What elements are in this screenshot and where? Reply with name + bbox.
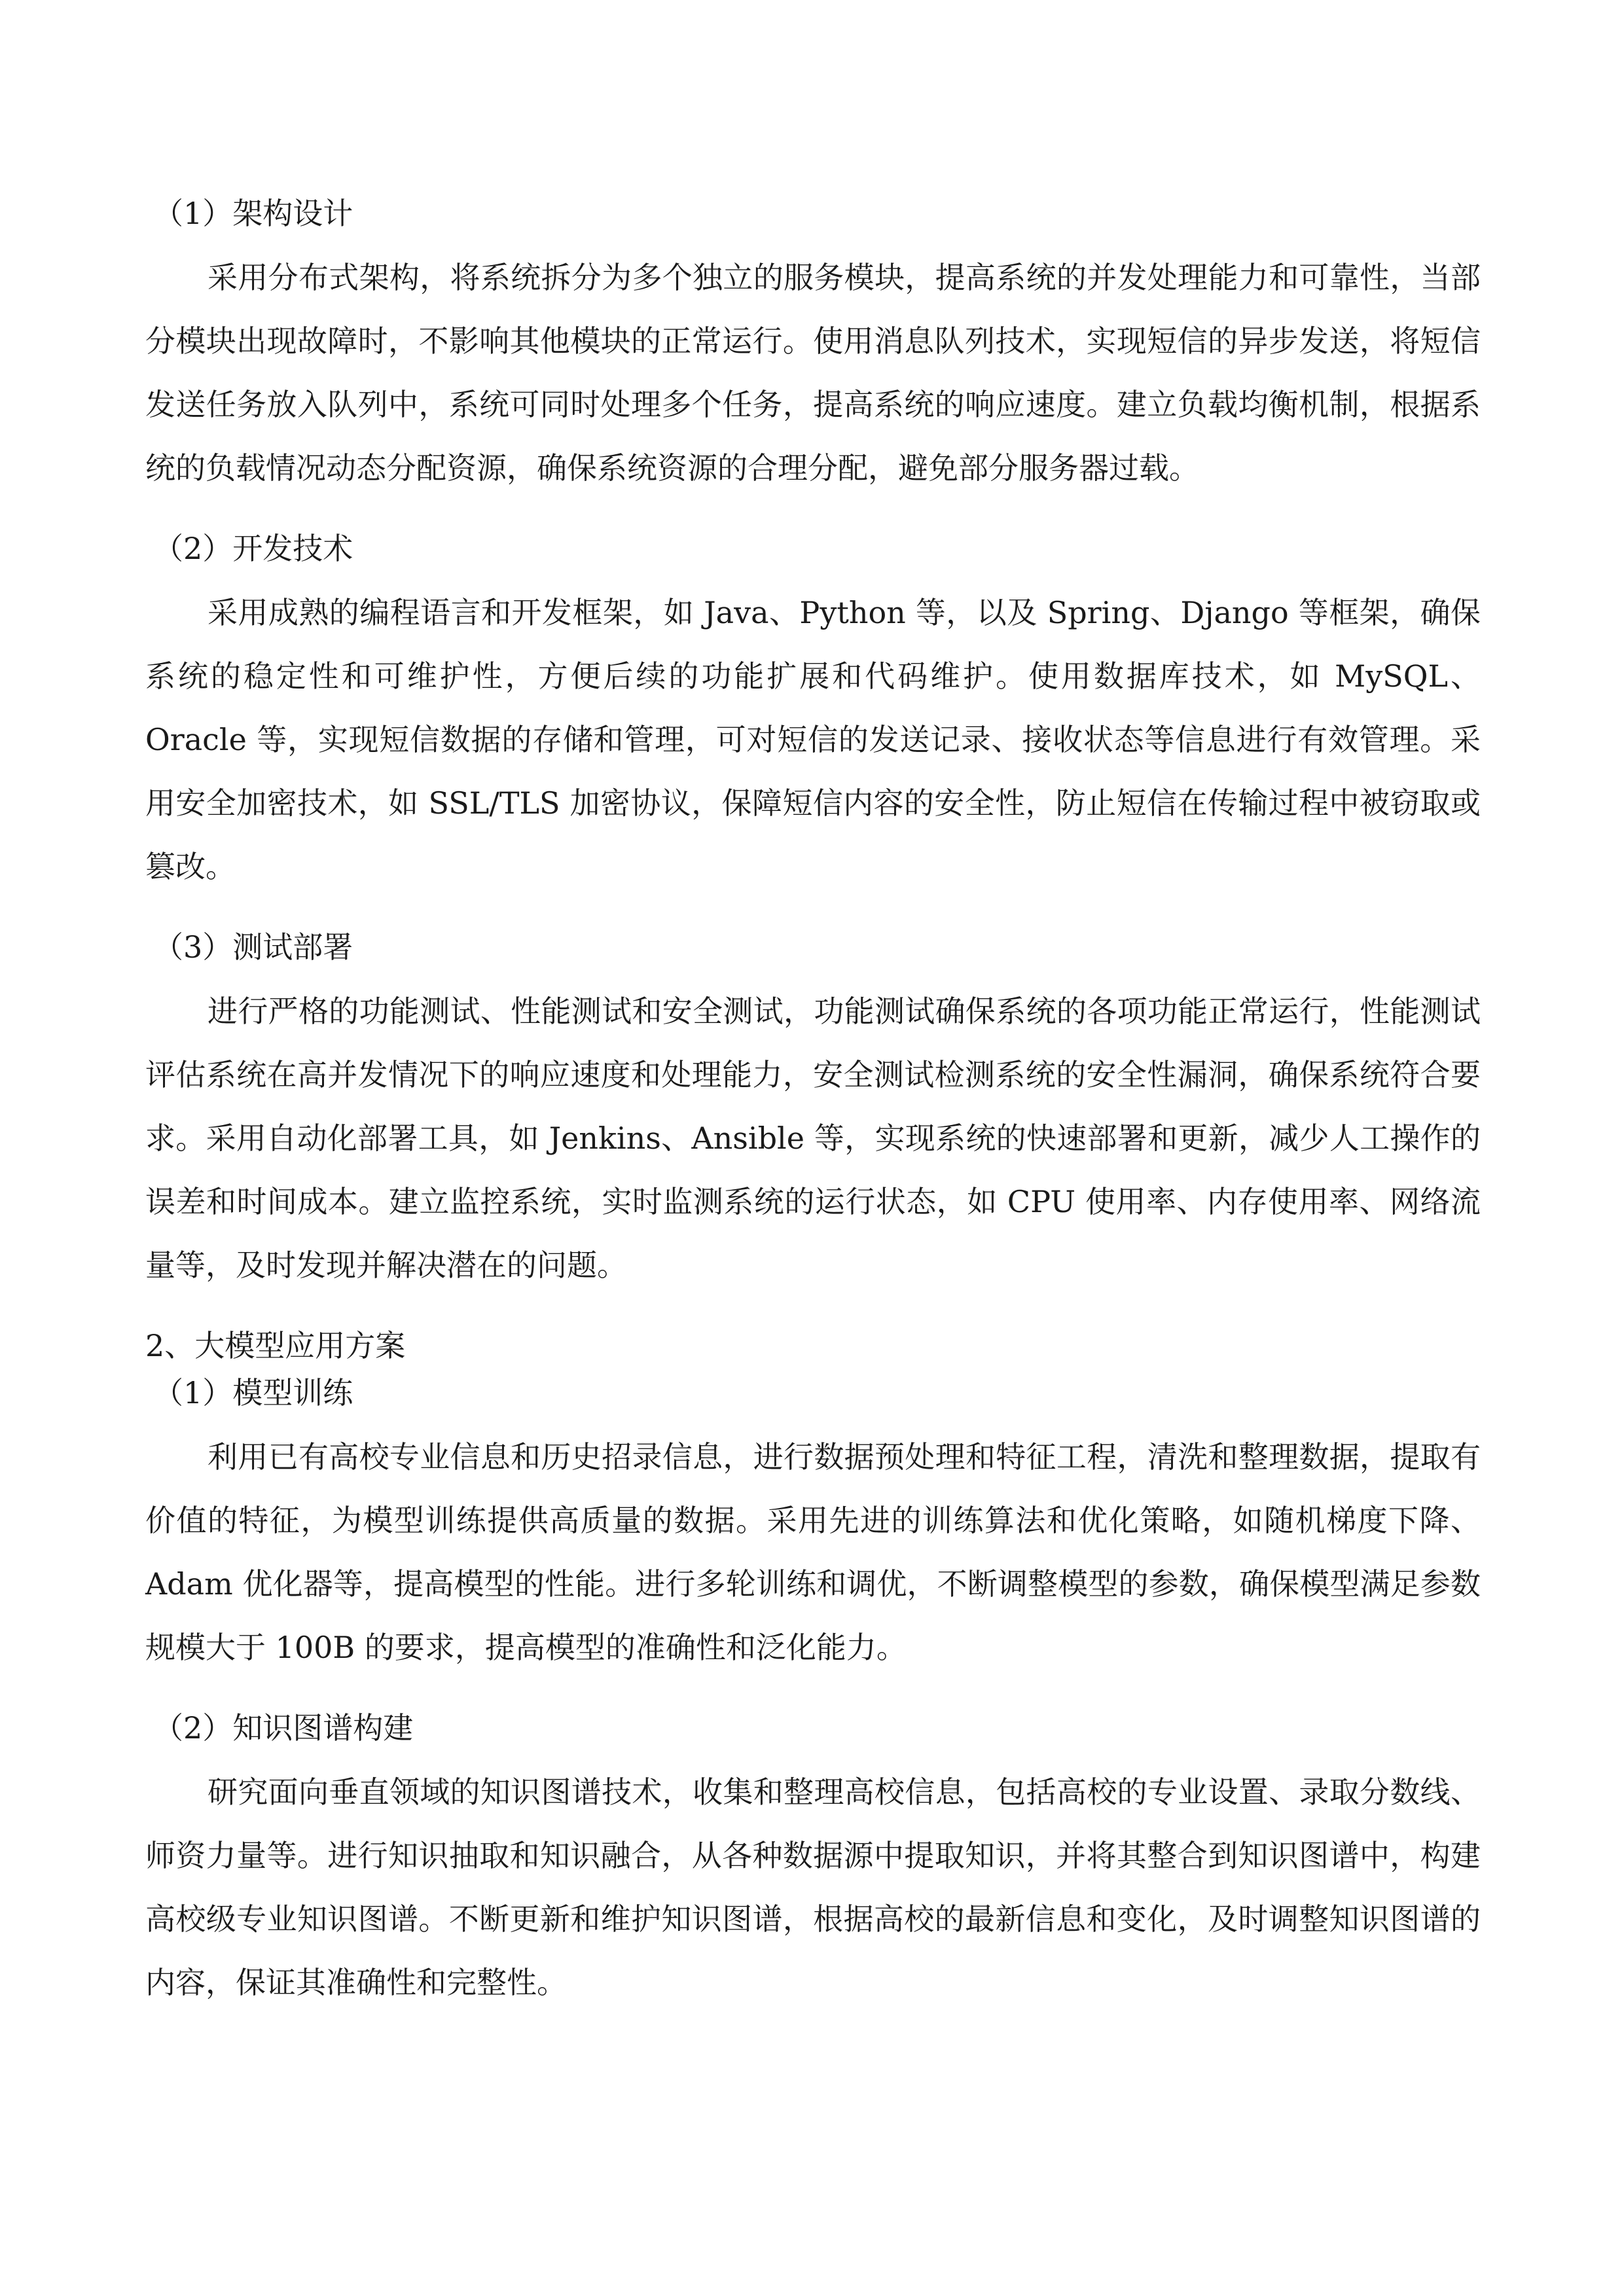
section-development-technology: [145, 525, 1481, 899]
section-paragraph: 研究面向垂直领域的知识图谱技术，收集和整理高校信息，包括高校的专业设置、录取分数线、师资力量等。进行知识抽取和知识融合，从各种数据源中提取知识，并将其整合到知识图谱中，构建高校级专业知识图谱。不断更新和维护知识图谱，根据高校的最新信息和变化，及时调整知识图谱的内容，保证其准确性和完整性。: [145, 1774, 1481, 2000]
section-paragraph: 进行严格的功能测试、性能测试和安全测试，功能测试确保系统的各项功能正常运行，性能测试评估系统在高并发情况下的响应速度和处理能力，安全测试检测系统的安全性漏洞，确保系统符合要求。采用自动化部署工具，如 Jenkins、Ansible 等，实现系统的快速部署和更新，减少人工操作的误差和时间成本。建立监控系统，实时监测系统的运行状态，如 CPU 使用率、内存使用率、网络流量等，及时发现并解决潜在的问题。: [145, 994, 1481, 1283]
section-testing-deployment: [145, 924, 1481, 1297]
section-heading: （1）模型训练: [153, 1375, 353, 1410]
section-architecture-design: [145, 190, 1481, 500]
document-body: [145, 190, 1481, 2039]
chapter-heading: 2、大模型应用方案: [145, 1328, 406, 1363]
section-knowledge-graph: [145, 1704, 1481, 2015]
section-heading: （3）测试部署: [153, 929, 353, 965]
section-model-training: [145, 1369, 1481, 1679]
section-heading: （1）架构设计: [153, 196, 353, 231]
section-heading: （2）开发技术: [153, 531, 353, 566]
section-paragraph: 利用已有高校专业信息和历史招录信息，进行数据预处理和特征工程，清洗和整理数据，提取有价值的特征，为模型训练提供高质量的数据。采用先进的训练算法和优化策略，如随机梯度下降、Adam 优化器等，提高模型的性能。进行多轮训练和调优，不断调整模型的参数，确保模型满足参数规模大于 100B 的要求，提高模型的准确性和泛化能力。: [145, 1439, 1481, 1665]
section-paragraph: 采用分布式架构，将系统拆分为多个独立的服务模块，提高系统的并发处理能力和可靠性，当部分模块出现故障时，不影响其他模块的正常运行。使用消息队列技术，实现短信的异步发送，将短信发送任务放入队列中，系统可同时处理多个任务，提高系统的响应速度。建立负载均衡机制，根据系统的负载情况动态分配资源，确保系统资源的合理分配，避免部分服务器过载。: [145, 260, 1481, 486]
section-paragraph: 采用成熟的编程语言和开发框架，如 Java、Python 等，以及 Spring、Django 等框架，确保系统的稳定性和可维护性，方便后续的功能扩展和代码维护。使用数据库技术，如 MySQL、Oracle 等，实现短信数据的存储和管理，可对短信的发送记录、接收状态等信息进行有效管理。采用安全加密技术，如 SSL/TLS 加密协议，保障短信内容的安全性，防止短信在传输过程中被窃取或篡改。: [145, 595, 1481, 884]
section-heading: （2）知识图谱构建: [153, 1710, 414, 1746]
